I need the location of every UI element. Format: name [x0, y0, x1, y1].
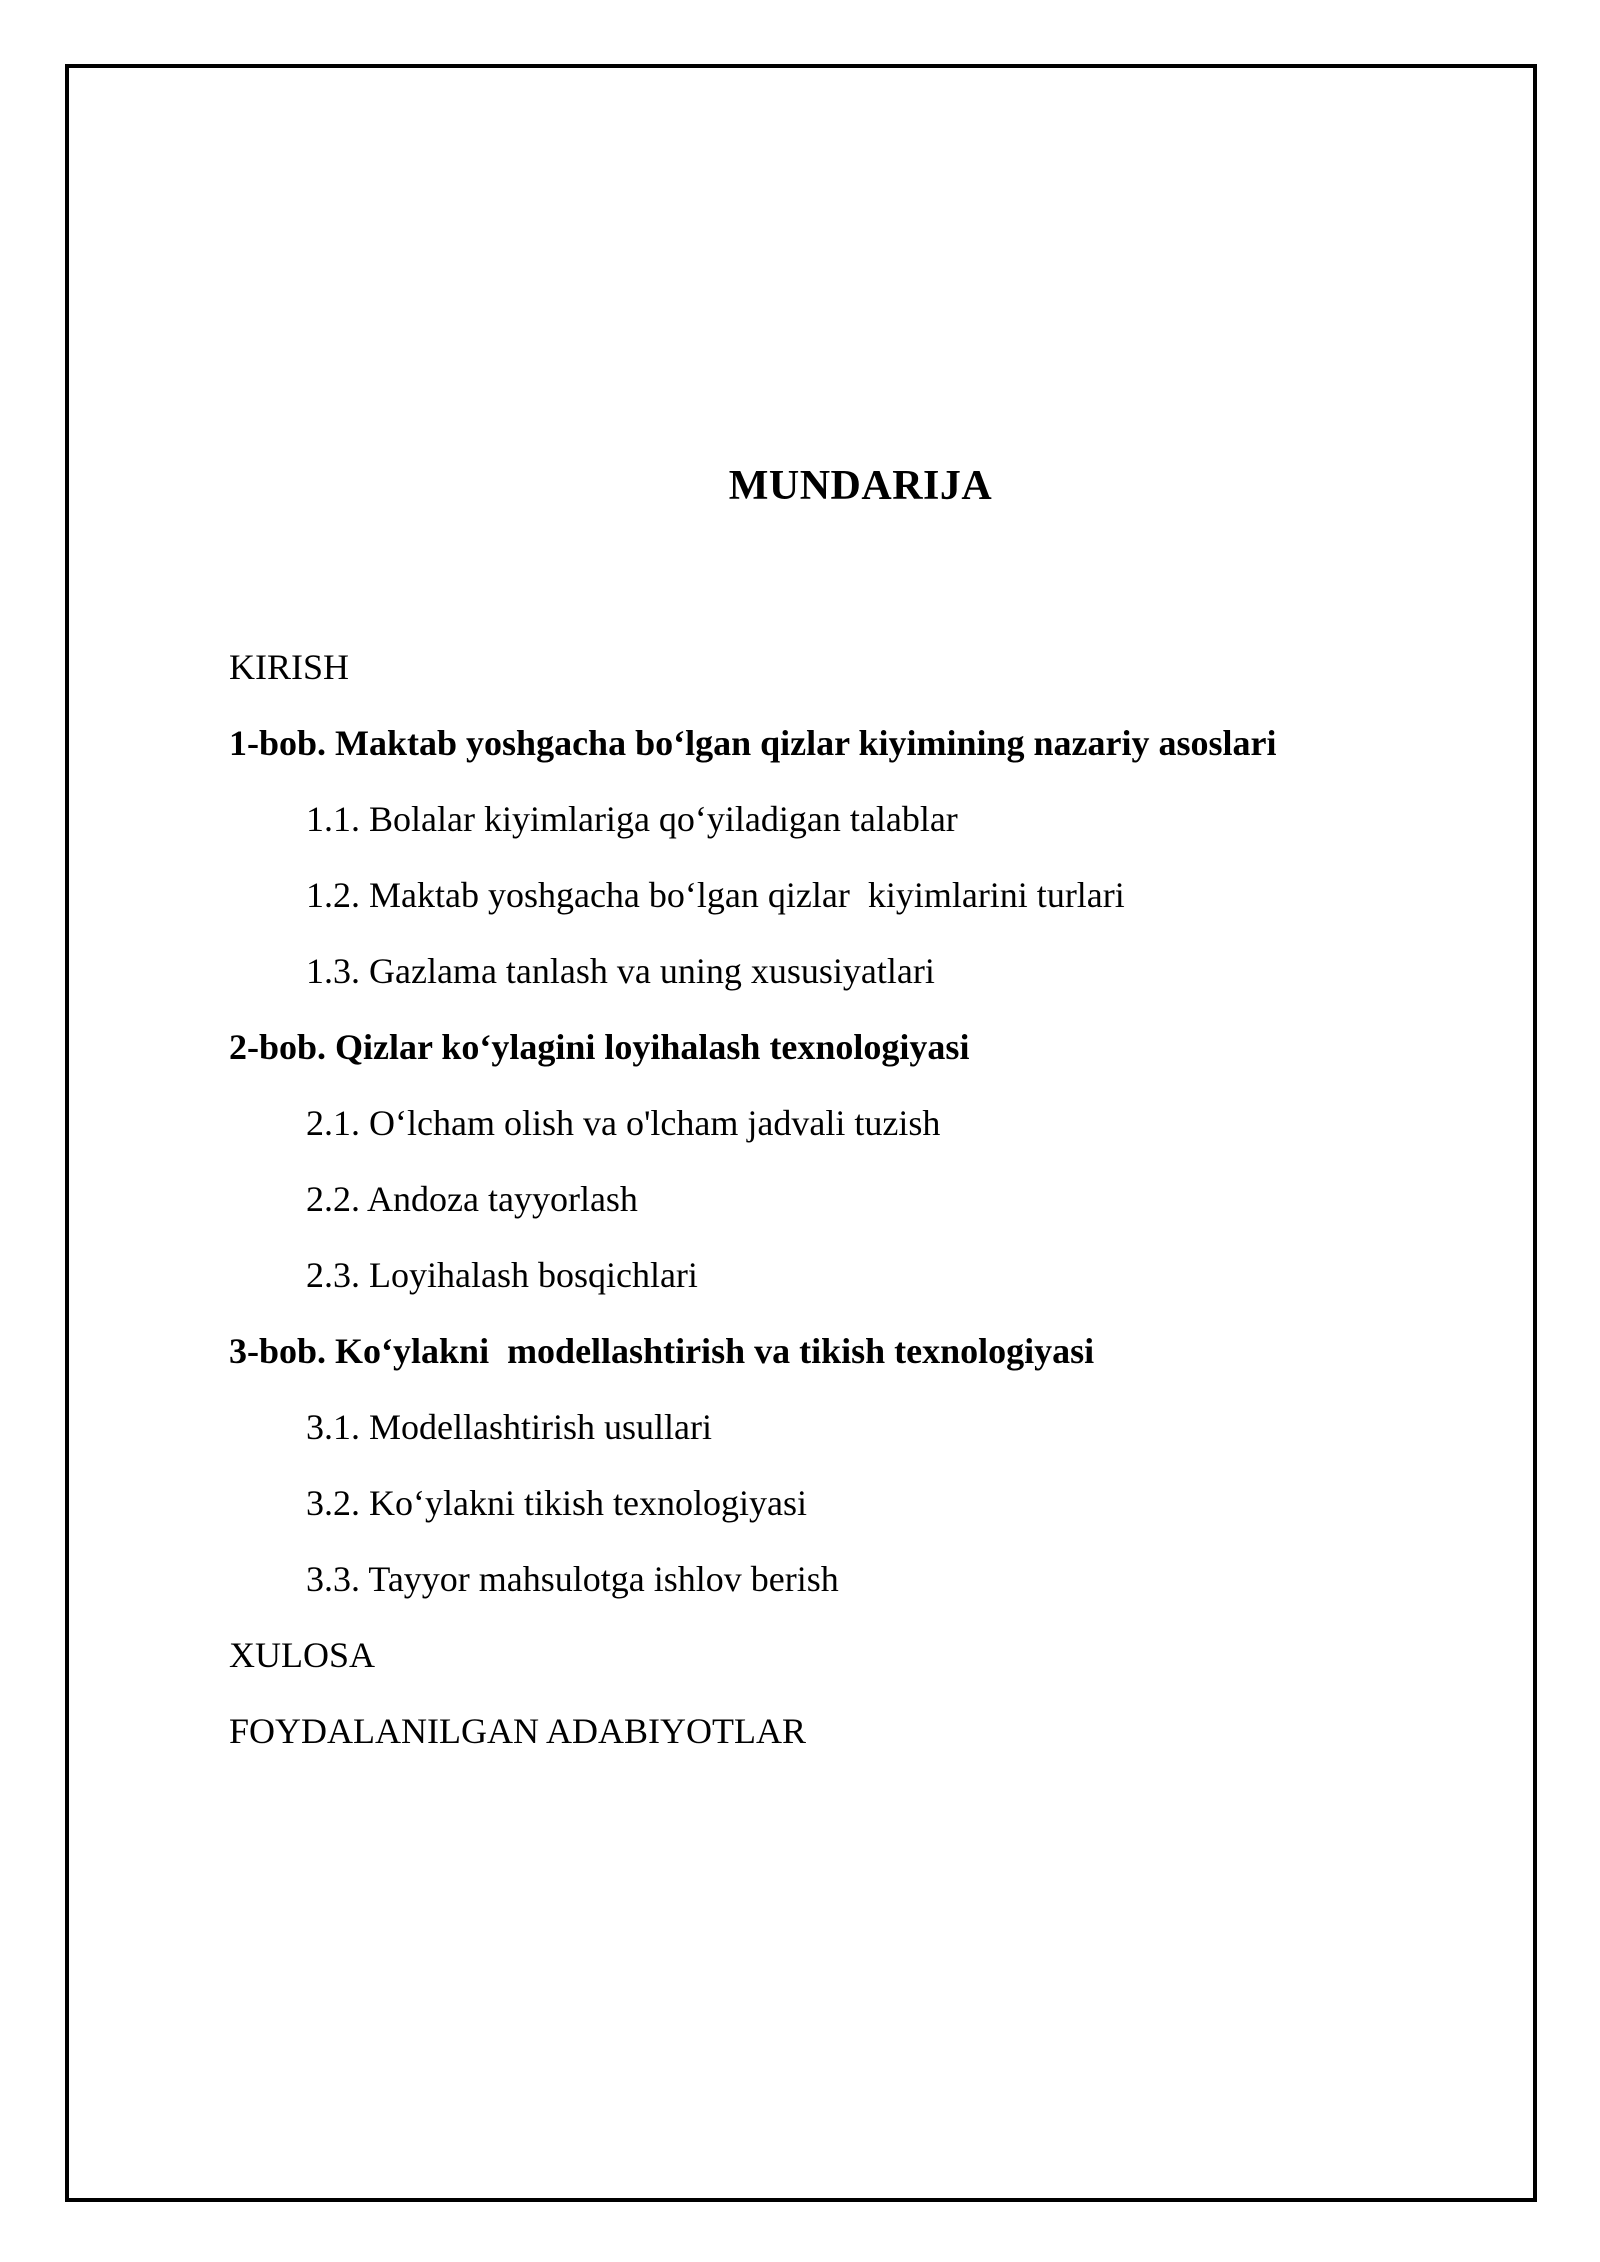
table-of-contents [229, 639, 1479, 1779]
toc-entry-conclusion: XULOSA [229, 1635, 376, 1675]
toc-entry-section-1-3: 1.3. Gazlama tanlash va uning xususiyatlari [306, 951, 935, 991]
toc-entry-introduction: KIRISH [229, 647, 350, 687]
toc-entry-chapter-3: 3-bob. Ko‘ylakni modellashtirish va tikish texnologiyasi [229, 1331, 1095, 1371]
toc-entry-section-3-2: 3.2. Ko‘ylakni tikish texnologiyasi [306, 1483, 807, 1523]
toc-entry-section-2-1: 2.1. O‘lcham olish va o'lcham jadvali tuzish [306, 1103, 941, 1143]
toc-title: MUNDARIJA [728, 463, 993, 509]
toc-entry-section-2-2: 2.2. Andoza tayyorlash [306, 1179, 638, 1219]
toc-entry-section-3-1: 3.1. Modellashtirish usullari [306, 1407, 712, 1447]
toc-entry-chapter-2: 2-bob. Qizlar ko‘ylagini loyihalash texnologiyasi [229, 1027, 970, 1067]
toc-entry-references: FOYDALANILGAN ADABIYOTLAR [229, 1711, 806, 1751]
toc-entry-section-2-3: 2.3. Loyihalash bosqichlari [306, 1255, 698, 1295]
toc-entry-chapter-1: 1-bob. Maktab yoshgacha bo‘lgan qizlar kiyimining nazariy asoslari [229, 723, 1277, 763]
toc-entry-section-1-1: 1.1. Bolalar kiyimlariga qo‘yiladigan talablar [306, 799, 958, 839]
toc-entry-section-3-3: 3.3. Tayyor mahsulotga ishlov berish [306, 1559, 839, 1599]
toc-entry-section-1-2: 1.2. Maktab yoshgacha bo‘lgan qizlar kiyimlarini turlari [306, 875, 1125, 915]
